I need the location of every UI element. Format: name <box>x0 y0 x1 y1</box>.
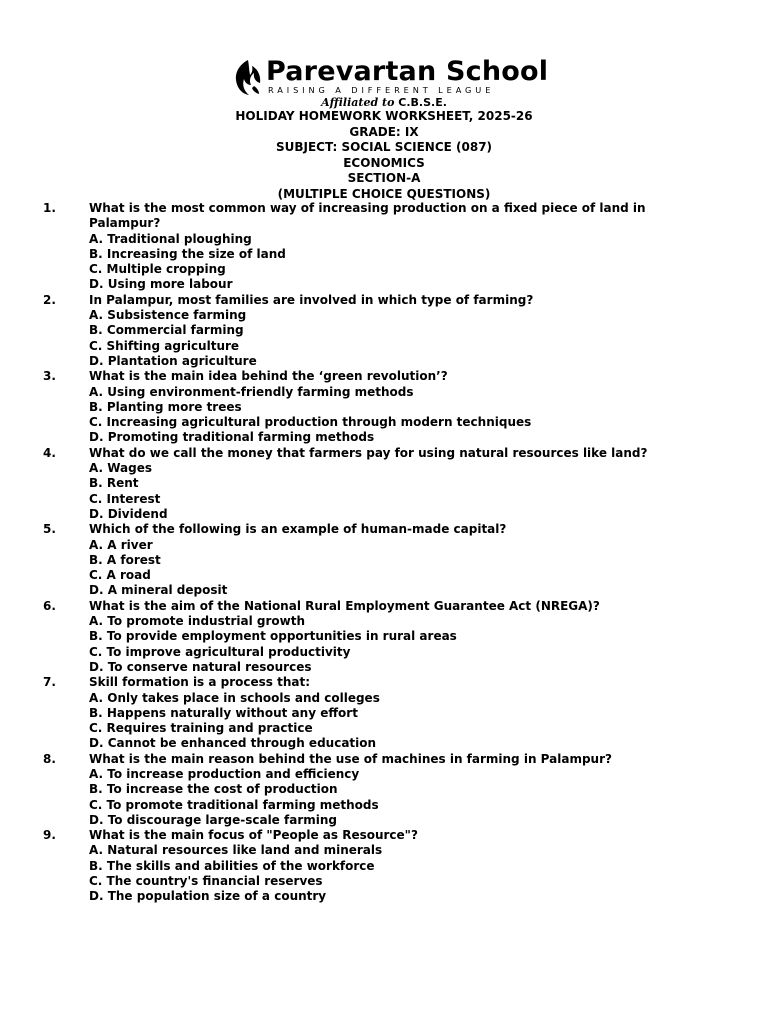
answer-option: B. Increasing the size of land <box>89 246 286 261</box>
question-text: What do we call the money that farmers pay for using natural resources like land? <box>89 445 648 460</box>
answer-option: B. Commercial farming <box>89 323 244 338</box>
question-item <box>43 201 663 293</box>
answer-option: D. To conserve natural resources <box>89 659 312 674</box>
school-tagline: RAISING A DIFFERENT LEAGUE <box>268 85 495 95</box>
question-item <box>43 599 663 675</box>
answer-option: D. The population size of a country <box>89 889 327 904</box>
answer-option: A. Natural resources like land and minerals <box>89 843 383 858</box>
question-number: 4. <box>43 445 56 460</box>
school-logo <box>232 56 549 98</box>
answer-option: A. Only takes place in schools and colleges <box>89 690 380 705</box>
answer-option: C. The country's financial reserves <box>89 874 323 889</box>
answer-option: C. Shifting agriculture <box>89 338 240 353</box>
answer-option: C. To improve agricultural productivity <box>89 644 351 659</box>
answer-option: B. Rent <box>89 476 139 491</box>
question-text: What is the main reason behind the use of machines in farming in Palampur? <box>89 751 612 766</box>
question-item <box>43 369 663 445</box>
question-item <box>43 446 663 522</box>
answer-option: D. Promoting traditional farming methods <box>89 430 375 445</box>
answer-option: A. A river <box>89 537 153 552</box>
answer-option: A. Wages <box>89 461 153 476</box>
worksheet-header <box>0 109 768 202</box>
affiliation-line <box>0 96 768 110</box>
discipline-line: ECONOMICS <box>343 155 425 170</box>
question-number: 1. <box>43 201 56 215</box>
answer-option: A. To promote industrial growth <box>89 614 306 629</box>
question-number: 8. <box>43 751 56 766</box>
question-text: What is the main idea behind the ‘green revolution’? <box>89 369 448 384</box>
answer-option: B. A forest <box>89 552 161 567</box>
answer-option: A. To increase production and efficiency <box>89 766 360 781</box>
question-number: 3. <box>43 369 56 384</box>
section-type-line: (MULTIPLE CHOICE QUESTIONS) <box>277 186 491 201</box>
answer-option: D. A mineral deposit <box>89 583 228 598</box>
question-item <box>43 293 663 369</box>
answer-option: B. To increase the cost of production <box>89 782 338 797</box>
affiliated-board: C.B.S.E. <box>398 96 447 109</box>
answer-option: B. To provide employment opportunities in rural areas <box>89 629 457 644</box>
question-number: 6. <box>43 598 56 613</box>
answer-option: A. Subsistence farming <box>89 308 247 323</box>
question-text: What is the aim of the National Rural Employment Guarantee Act (NREGA)? <box>89 598 600 613</box>
answer-option: D. Cannot be enhanced through education <box>89 736 377 751</box>
answer-option: D. Using more labour <box>89 277 233 292</box>
worksheet-title: HOLIDAY HOMEWORK WORKSHEET, 2025-26 <box>235 109 533 123</box>
answer-option: C. To promote traditional farming methods <box>89 797 379 812</box>
answer-option: D. To discourage large-scale farming <box>89 812 337 827</box>
flame-hand-icon <box>232 58 264 98</box>
question-text: What is the main focus of "People as Resource"? <box>89 828 418 843</box>
question-number: 5. <box>43 522 56 537</box>
subject-line: SUBJECT: SOCIAL SCIENCE (087) <box>275 140 493 154</box>
answer-option: D. Dividend <box>89 506 168 521</box>
question-number: 2. <box>43 292 56 307</box>
question-number: 7. <box>43 675 56 690</box>
answer-option: C. Interest <box>89 491 161 506</box>
answer-option: B. Happens naturally without any effort <box>89 705 358 720</box>
question-text: Skill formation is a process that: <box>89 675 311 690</box>
answer-option: A. Traditional ploughing <box>89 231 252 246</box>
answer-option: C. Multiple cropping <box>89 262 226 277</box>
answer-option: B. Planting more trees <box>89 399 242 414</box>
school-name: Parevartan School <box>266 56 549 87</box>
grade-line: GRADE: IX <box>349 124 419 139</box>
answer-option: A. Using environment-friendly farming methods <box>89 384 414 399</box>
question-text: What is the most common way of increasing production on a fixed piece of land in Palampur? <box>89 201 646 231</box>
question-item <box>43 675 663 751</box>
section-line: SECTION-A <box>347 171 421 185</box>
question-item <box>43 828 663 904</box>
answer-option: C. Requires training and practice <box>89 721 313 736</box>
question-item <box>43 522 663 598</box>
answer-option: B. The skills and abilities of the workforce <box>89 858 375 873</box>
question-text: In Palampur, most families are involved in which type of farming? <box>89 292 534 307</box>
question-item <box>43 752 663 828</box>
question-text: Which of the following is an example of human-made capital? <box>89 522 507 537</box>
affiliated-prefix: Affiliated to <box>321 96 395 109</box>
question-list <box>43 201 663 905</box>
question-number: 9. <box>43 828 56 843</box>
answer-option: C. Increasing agricultural production through modern techniques <box>89 415 532 430</box>
answer-option: C. A road <box>89 568 151 583</box>
answer-option: D. Plantation agriculture <box>89 353 257 368</box>
